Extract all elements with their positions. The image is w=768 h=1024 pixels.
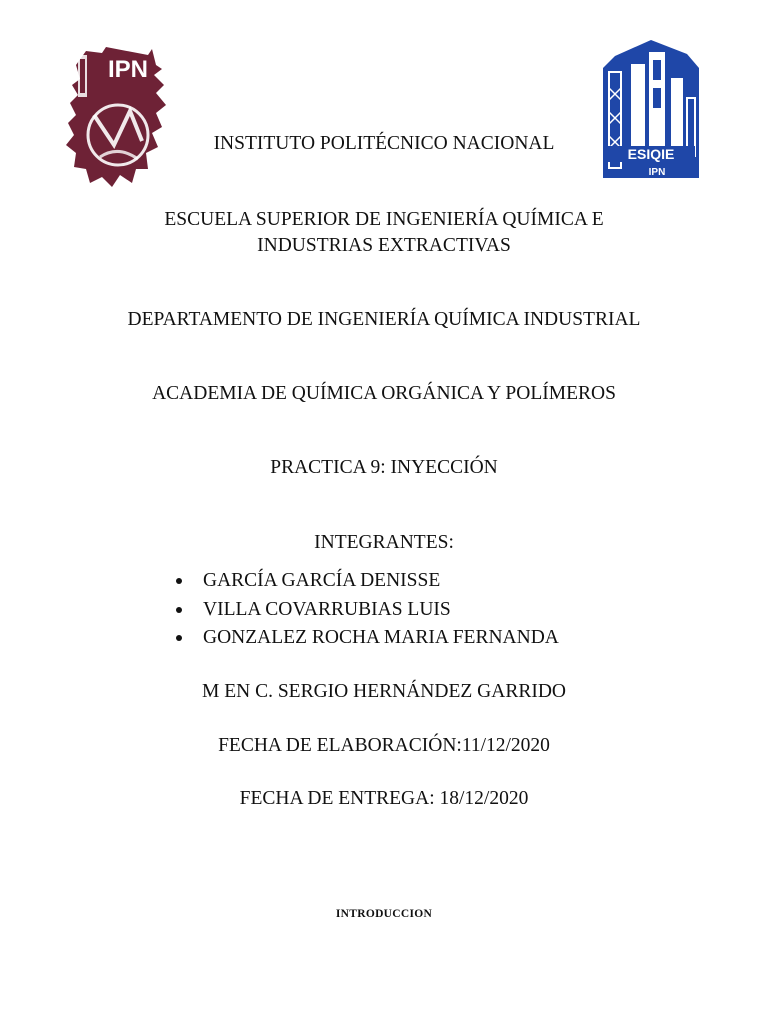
member-item: GONZALEZ ROCHA MARIA FERNANDA [170, 624, 559, 653]
esiqie-logo-subtext: IPN [648, 167, 666, 178]
member-item: VILLA COVARRUBIAS LUIS [170, 596, 559, 625]
teacher-name: M EN C. SERGIO HERNÁNDEZ GARRIDO [202, 681, 566, 702]
school-name-line1: ESCUELA SUPERIOR DE INGENIERÍA QUÍMICA E [164, 209, 604, 230]
institute-name: INSTITUTO POLITÉCNICO NACIONAL [213, 133, 555, 154]
practice-title: PRACTICA 9: INYECCIÓN [270, 457, 498, 478]
esiqie-logo-text: ESIQIE [627, 146, 675, 162]
academy-name: ACADEMIA DE QUÍMICA ORGÁNICA Y POLÍMEROS [152, 383, 616, 404]
introduction-heading: INTRODUCCION [335, 908, 433, 920]
members-heading: INTEGRANTES: [314, 532, 454, 553]
esiqie-logo [601, 38, 701, 180]
ipn-logo-text: IPN [107, 56, 149, 83]
members-list [170, 567, 559, 653]
delivery-date: FECHA DE ENTREGA: 18/12/2020 [239, 788, 529, 809]
school-name-line2: INDUSTRIAS EXTRACTIVAS [257, 235, 511, 256]
elaboration-date: FECHA DE ELABORACIÓN:11/12/2020 [218, 735, 550, 756]
ipn-logo [66, 45, 168, 188]
department-name: DEPARTAMENTO DE INGENIERÍA QUÍMICA INDUSTRIAL [127, 309, 641, 330]
member-item: GARCÍA GARCÍA DENISSE [170, 567, 559, 596]
